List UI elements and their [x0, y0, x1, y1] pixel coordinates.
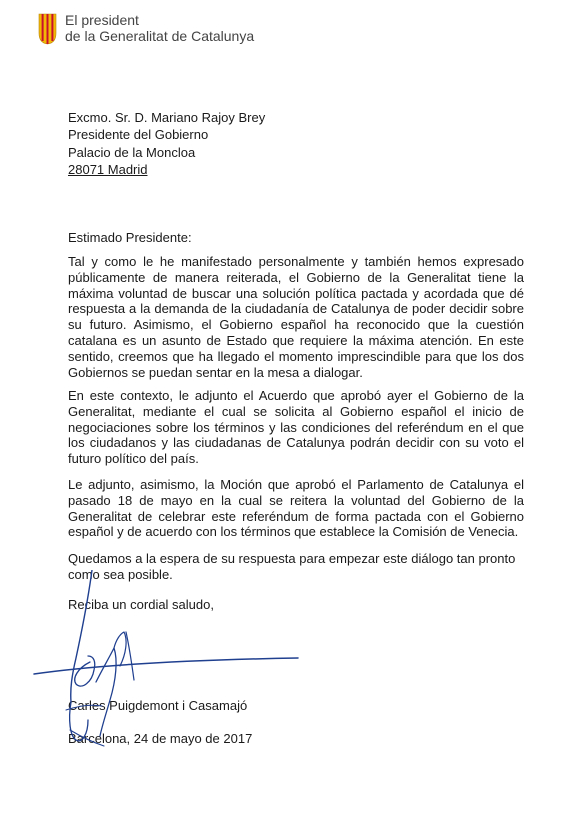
recipient-building: Palacio de la Moncloa	[68, 144, 196, 160]
recipient-title: Presidente del Gobierno	[68, 127, 209, 143]
recipient-name: Excmo. Sr. D. Mariano Rajoy Brey	[68, 110, 266, 125]
senyera-emblem-icon	[38, 13, 57, 45]
body-paragraph-1: Tal y como le he manifestado personalmente y también hemos expresado públicamente de manera reiterada, el Gobierno de la Generalitat tiene la máxima voluntad de buscar una solución política pactada y acordada que dé respuesta a la demanda de la ciudadanía de Catalunya de poder decidir sobre su futuro. Asimismo, el Gobierno español ha reconocido que la cuestión catalana es un asunto de Estado que requiere la máxima atención. En este sentido, creemos que ha llegado el momento imprescindible para que los dos Gobiernos se puedan sentar en la mesa a dialogar.	[68, 254, 524, 380]
recipient-city: 28071 Madrid	[68, 162, 148, 178]
letterhead-subtitle: de la Generalitat de Catalunya	[65, 28, 255, 44]
body-paragraph-4: Quedamos a la espera de su respuesta para empezar este diálogo tan pronto como sea posible.	[68, 551, 516, 582]
salutation: Estimado Presidente:	[68, 230, 192, 245]
closing-line: Reciba un cordial saludo,	[68, 597, 214, 612]
letterhead-title: El president	[65, 12, 139, 28]
body-paragraph-3: Le adjunto, asimismo, la Moción que aprobó el Parlamento de Catalunya el pasado 18 de mayo en la cual se reitera la voluntad del Gobierno de la Generalitat de celebrar este referéndum de forma pactada con el Gobierno español y de acuerdo con los términos que establece la Comisión de Venecia.	[68, 477, 524, 540]
place-and-date: Barcelona, 24 de mayo de 2017	[68, 731, 253, 746]
recipient-address	[68, 109, 265, 179]
letterhead-text	[65, 12, 254, 44]
signer-name: Carles Puigdemont i Casamajó	[68, 698, 248, 713]
body-paragraph-2: En este contexto, le adjunto el Acuerdo que aprobó ayer el Gobierno de la Generalitat, mediante el cual se solicita al Gobierno español el inicio de negociaciones sobre los términos y las condiciones del referéndum en el que los ciudadanos y las ciudadanas de Catalunya podrán decidir con su voto el futuro político del país.	[68, 388, 524, 467]
